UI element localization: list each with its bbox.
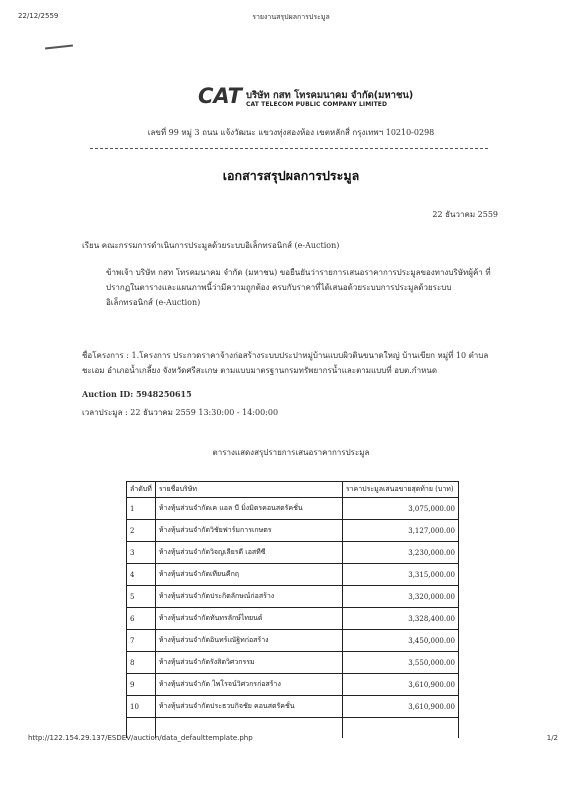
cell-price: 3,450,000.00 — [342, 630, 458, 652]
svg-text:CAT: CAT — [198, 84, 242, 106]
cell-company: ห้างหุ้นส่วนจำกัดรังสิตวิศวกรรม — [155, 652, 342, 674]
cell-rank: 3 — [127, 542, 156, 564]
header-price: ราคาประมูลเสนอขายสุดท้าย (บาท) — [342, 482, 458, 498]
company-name-en: CAT TELECOM PUBLIC COMPANY LIMITED — [246, 101, 388, 108]
auction-time: เวลาประมูล : 22 ธันวาคม 2559 13:30:00 - 14:00:00 — [82, 408, 279, 417]
table-row — [127, 652, 459, 674]
table-row — [127, 520, 459, 542]
cell-price: 3,610,900.00 — [342, 674, 458, 696]
cell-company: ห้างหุ้นส่วนจำกัด ไพโรจน์วิศวกรก่อสร้าง — [155, 674, 342, 696]
cell-rank: 6 — [127, 608, 156, 630]
cell-price: 3,610,900.00 — [342, 696, 458, 718]
cell-price: 3,230,000.00 — [342, 542, 458, 564]
cell-rank: 1 — [127, 498, 156, 520]
cell-price: 3,127,000.00 — [342, 520, 458, 542]
cell-company: ห้างหุ้นส่วนจำกัดวิจญเลียรดี เอสทีซี — [155, 542, 342, 564]
cell-rank: 2 — [127, 520, 156, 542]
cell-company: ห้างหุ้นส่วนจำกัดทันทรลักษ์ไทยนต์ — [155, 608, 342, 630]
table-row — [127, 674, 459, 696]
cell-price: 3,315,000.00 — [342, 564, 458, 586]
cell-rank: 4 — [127, 564, 156, 586]
cell-price: 3,320,000.00 — [342, 586, 458, 608]
bid-summary-table — [126, 481, 459, 738]
header-company: รายชื่อบริษัท — [155, 482, 342, 498]
cell-company: ห้างหุ้นส่วนจำกัดเทียนคีกฤ — [155, 564, 342, 586]
confirmation-paragraph: ข้าพเจ้า บริษัท กสท โทรคมนาคม จำกัด (มหาชน) ขอยืนยันว่ารายการเสนอราคาการประมูลของทางบริษัทผู้ค้า ที่ปรากฏในตารางและแผนภาพนี้ว่ามีความถูกต้อง ครบกับราคาที่ได้เสนอด้วยระบบการประมูลด้วยระบบอิเล็กทรอนิกส์ (e-Auction) — [106, 268, 491, 307]
cell-rank: 7 — [127, 630, 156, 652]
table-row — [127, 498, 459, 520]
print-title: รายงานสรุปผลการประมูล — [252, 13, 330, 21]
header-rank: ลำดับที่ — [127, 482, 156, 498]
cell-price: 3,328,400.00 — [342, 608, 458, 630]
project-name: ชื่อโครงการ : 1.โครงการ ประกวดราคาจ้างก่อสร้างระบบประปาหมู่บ้านแบบผิวดินขนาดใหญ่ บ้านเขียก หมู่ที่ 10 ตำบลชะเอม อำเภอน้ำเกลี้ยง จังหวัดศรีสะเกษ ตามแบบมาตรฐานกรมทรัพยากรน้ำและตามแบบที่ อบต.กำหนด — [82, 351, 489, 375]
cat-logo-icon — [198, 84, 244, 106]
cell-company: ห้างหุ้นส่วนจำกัดประกิตลักษณ์ก่อสร้าง — [155, 586, 342, 608]
table-row — [127, 564, 459, 586]
print-date: 22/12/2559 — [18, 12, 59, 20]
cell-company: ห้างหุ้นส่วนจำกัดประธวบกิจชัย คอนสตรัคชั่น — [155, 696, 342, 718]
print-url: http://122.154.29.137/ESDEV/auction/data_defaulttemplate.php — [28, 734, 253, 742]
table-row — [127, 696, 459, 718]
cell-rank: 5 — [127, 586, 156, 608]
cell-rank: 9 — [127, 674, 156, 696]
table-header-row — [127, 482, 459, 498]
cell-company: ห้างหุ้นส่วนจำกัดเค แอล บี มิ่งมิตรคอนสตรัคชั่น — [155, 498, 342, 520]
table-row — [127, 542, 459, 564]
company-address: เลขที่ 99 หมู่ 3 ถนน แจ้งวัฒนะ แขวงทุ่งสองห้อง เขตหลักสี่ กรุงเทพฯ 10210-0298 — [147, 128, 435, 137]
attention-line: เรียน คณะกรรมการดำเนินการประมูลด้วยระบบอิเล็กทรอนิกส์ (e-Auction) — [82, 241, 340, 250]
table-row — [127, 608, 459, 630]
table-row — [127, 586, 459, 608]
page-number: 1/2 — [546, 734, 558, 742]
cell-company: ห้างหุ้นส่วนจำกัดวิชัยฟาร์มการเกษตร — [155, 520, 342, 542]
divider — [90, 148, 488, 149]
cell-price: 3,550,000.00 — [342, 652, 458, 674]
document-title: เอกสารสรุปผลการประมูล — [222, 168, 360, 183]
company-name-th: บริษัท กสท โทรคมนาคม จำกัด(มหาชน) — [246, 90, 414, 101]
document-date: 22 ธันวาคม 2559 — [432, 210, 498, 219]
table-row — [127, 630, 459, 652]
cell-rank: 10 — [127, 696, 156, 718]
table-title: ตารางแสดงสรุปรายการเสนอราคาการประมูล — [212, 448, 370, 457]
cell-company: ห้างหุ้นส่วนจำกัดอินทร์เณัฐิทก่อสร้าง — [155, 630, 342, 652]
auction-id: Auction ID: 5948250615 — [82, 389, 192, 399]
pen-mark — [45, 45, 73, 50]
cell-rank: 8 — [127, 652, 156, 674]
cell-price: 3,075,000.00 — [342, 498, 458, 520]
